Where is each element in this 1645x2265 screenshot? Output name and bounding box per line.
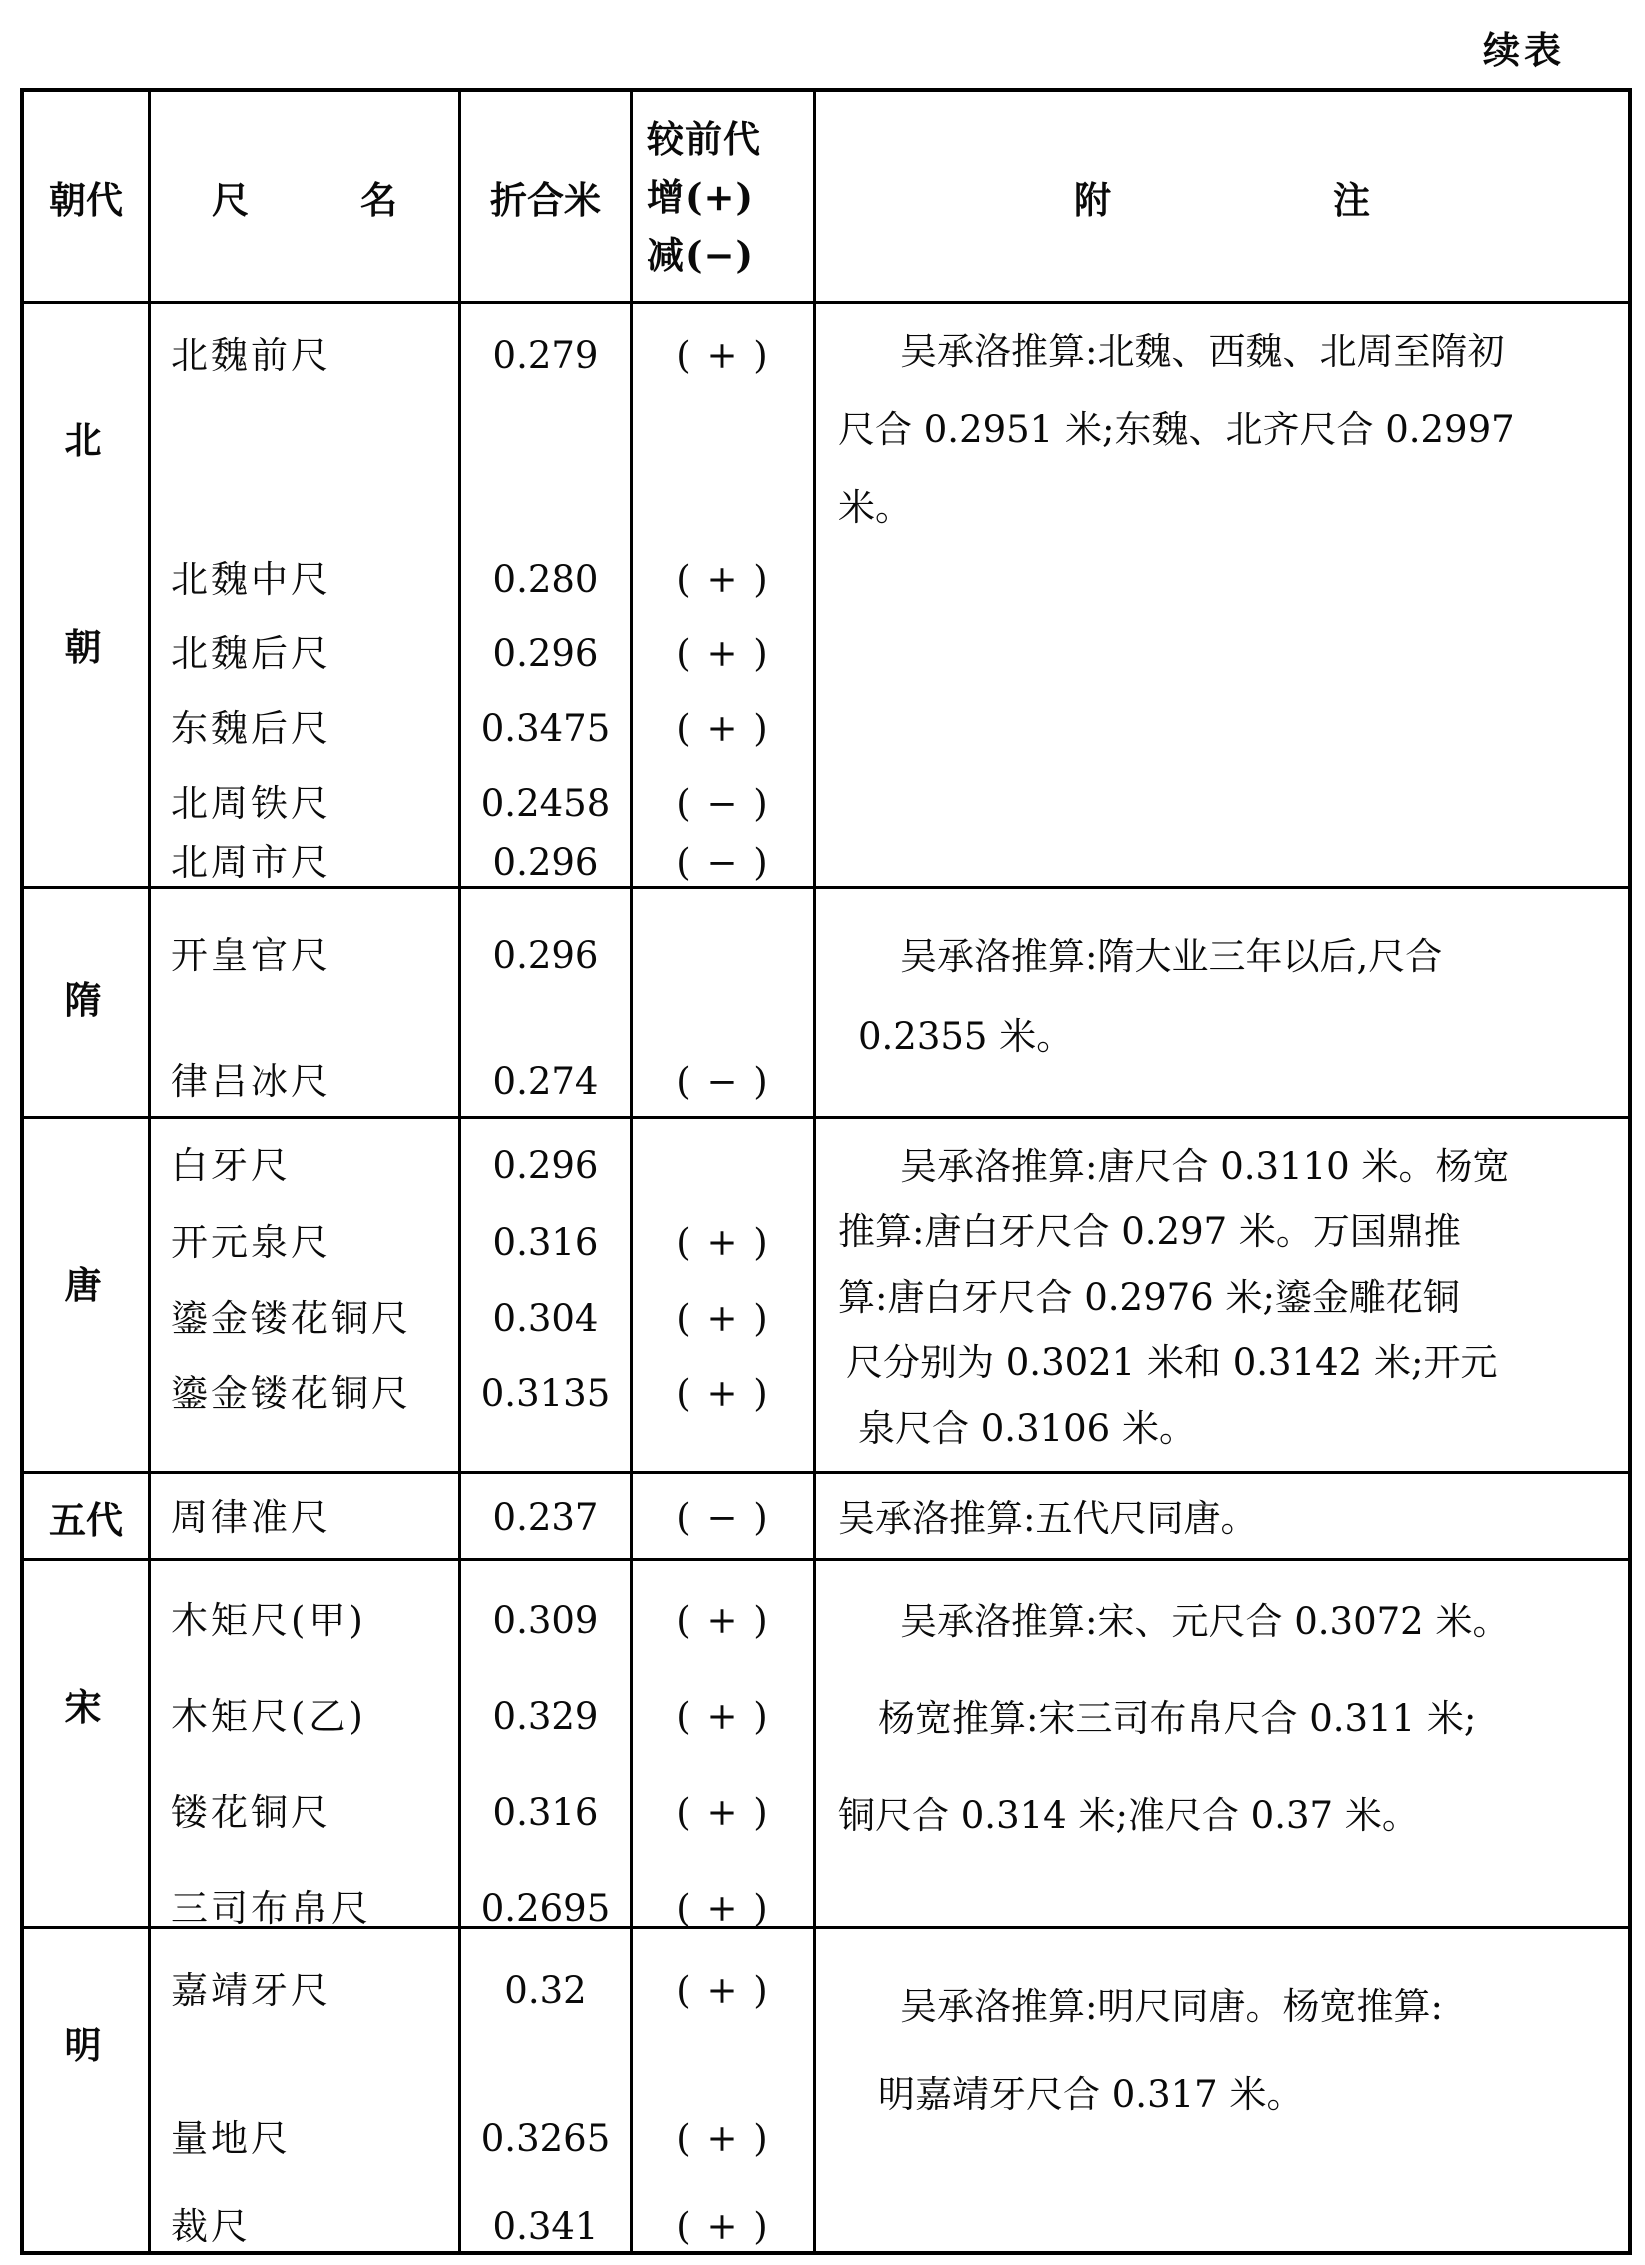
meters-column: [461, 1561, 633, 1930]
meters-column: [461, 889, 633, 1116]
change-column: [633, 1119, 816, 1471]
table-header-row: [24, 92, 1628, 301]
ruler-name-column: [151, 1561, 461, 1930]
ruler-name-column: [151, 304, 461, 886]
meters-value: 0.316: [492, 1791, 599, 1834]
meters-value: 0.341: [492, 2204, 599, 2248]
change-column: [633, 1561, 816, 1930]
ruler-name: 白牙尺: [171, 1144, 291, 1187]
note-line: 杨宽推算:宋三司布帛尺合 0.311 米;: [878, 1697, 1477, 1740]
note-column: [816, 1561, 1628, 1926]
note-line: 算:唐白牙尺合 0.2976 米;鎏金雕花铜: [838, 1275, 1460, 1319]
ruler-name: 周律准尺: [171, 1496, 331, 1539]
table-section-sui: [24, 886, 1628, 1116]
note-line: 吴承洛推算:明尺同唐。杨宽推算:: [900, 1985, 1443, 2028]
header-ruler-name: 尺 名: [151, 92, 461, 301]
note-line: 0.2355 米。: [858, 1015, 1074, 1058]
meters-value: 0.329: [492, 1695, 599, 1738]
meters-value: 0.296: [492, 934, 599, 977]
ruler-name: 北魏后尺: [171, 632, 331, 676]
header-meters: 折合米: [461, 92, 633, 301]
change-sign: ( + ): [676, 706, 770, 750]
table-section-wudai: [24, 1471, 1628, 1558]
change-column: [633, 889, 816, 1116]
header-change-line2: 增(+): [647, 174, 755, 219]
meters-value: 0.3475: [480, 706, 611, 750]
meters-value: 0.2458: [480, 781, 611, 825]
meters-value: 0.309: [492, 1599, 599, 1642]
ruler-name-column: [151, 889, 461, 1116]
dynasty-label: 隋: [64, 978, 108, 1022]
dynasty-label: 北: [64, 418, 108, 462]
change-sign: ( + ): [676, 1695, 770, 1738]
header-change: [633, 92, 816, 301]
change-sign: ( + ): [676, 1221, 770, 1265]
dynasty-cell: [24, 1561, 151, 1926]
meters-value: 0.32: [504, 1969, 587, 2012]
note-line: 推算:唐白牙尺合 0.297 米。万国鼎推: [838, 1210, 1461, 1254]
table-section-ming: [24, 1926, 1628, 2251]
change-sign: ( + ): [676, 1371, 770, 1415]
note-line: 铜尺合 0.314 米;准尺合 0.37 米。: [838, 1794, 1419, 1837]
meters-value: 0.296: [492, 841, 599, 885]
change-sign: [633, 934, 813, 1060]
meters-value: 0.274: [492, 1059, 599, 1103]
note-column: [816, 1474, 1628, 1558]
dynasty-label: 五代: [49, 1498, 123, 1542]
note-line: 尺合 0.2951 米;东魏、北齐尺合 0.2997: [838, 408, 1515, 451]
meters-value: 0.3135: [480, 1371, 611, 1415]
note-column: [816, 889, 1628, 1116]
ruler-name-column: [151, 1929, 461, 2251]
dynasty-label: 朝: [64, 625, 108, 669]
ruler-name: 木矩尺(甲): [171, 1599, 366, 1642]
meters-value: 0.296: [492, 1144, 599, 1187]
change-sign: ( + ): [676, 1887, 770, 1930]
note-line: 尺分别为 0.3021 米和 0.3142 米;开元: [846, 1341, 1498, 1385]
note-line: 泉尺合 0.3106 米。: [858, 1406, 1196, 1450]
note-line: 吴承洛推算:隋大业三年以后,尺合: [900, 935, 1443, 978]
header-dynasty: 朝代: [24, 92, 151, 301]
change-sign: ( − ): [676, 841, 770, 885]
ruler-name: 镂花铜尺: [171, 1791, 331, 1834]
note-column: [816, 304, 1628, 886]
ruler-name: 东魏后尺: [171, 706, 331, 750]
change-sign: ( + ): [676, 2204, 770, 2248]
note-line: 明嘉靖牙尺合 0.317 米。: [878, 2073, 1304, 2116]
ruler-name: 鎏金镂花铜尺: [171, 1371, 411, 1415]
dynasty-label: 宋: [64, 1685, 108, 1729]
ruler-name: 三司布帛尺: [171, 1887, 371, 1930]
change-sign: ( − ): [676, 781, 770, 825]
note-line: 吴承洛推算:北魏、西魏、北周至隋初: [900, 330, 1505, 373]
change-sign: ( + ): [676, 1969, 770, 2012]
meters-column: [461, 1119, 633, 1471]
note-line: 米。: [838, 486, 912, 529]
meters-value: 0.316: [492, 1221, 599, 1265]
change-column: [633, 1474, 816, 1558]
change-sign: ( + ): [676, 2117, 770, 2161]
change-column: [633, 304, 816, 886]
change-sign: ( − ): [676, 1496, 770, 1539]
dynasty-cell: [24, 1929, 151, 2251]
ruler-name: 律吕冰尺: [171, 1059, 331, 1103]
dynasty-cell: [24, 304, 151, 886]
change-sign: ( + ): [676, 1791, 770, 1834]
meters-value: 0.279: [492, 334, 599, 377]
meters-column: [461, 304, 633, 886]
change-column: [633, 1929, 816, 2251]
meters-value: 0.296: [492, 632, 599, 676]
meters-value: 0.2695: [480, 1887, 611, 1930]
dynasty-cell: [24, 889, 151, 1116]
dynasty-cell: [24, 1474, 151, 1558]
note-line: 吴承洛推算:唐尺合 0.3110 米。杨宽: [900, 1145, 1510, 1188]
change-sign: ( + ): [676, 557, 770, 601]
change-sign: ( + ): [676, 334, 770, 377]
ruler-name: 北周铁尺: [171, 781, 331, 825]
header-change-line1: 较前代: [647, 116, 761, 161]
table-section-beichao: [24, 301, 1628, 886]
change-sign: [633, 1144, 813, 1221]
note-column: [816, 1929, 1628, 2251]
table-section-tang: [24, 1116, 1628, 1471]
dynasty-label: 明: [64, 2023, 108, 2067]
ruler-name: 北周市尺: [171, 841, 331, 885]
ruler-name-column: [151, 1119, 461, 1471]
continued-table-label: 续表: [1483, 28, 1565, 72]
note-line: 吴承洛推算:五代尺同唐。: [838, 1497, 1258, 1540]
dynasty-cell: [24, 1119, 151, 1471]
meters-value: 0.237: [492, 1496, 599, 1539]
ruler-name: 北魏中尺: [171, 557, 331, 601]
meters-column: [461, 1474, 633, 1558]
meters-value: 0.304: [492, 1296, 599, 1340]
measurement-table: [20, 88, 1632, 2255]
note-column: [816, 1119, 1628, 1471]
meters-value: 0.3265: [480, 2117, 611, 2161]
dynasty-label: 唐: [64, 1263, 108, 1307]
ruler-name: 嘉靖牙尺: [171, 1969, 331, 2012]
change-sign: ( − ): [676, 1059, 770, 1103]
header-change-line3: 减(−): [647, 232, 755, 277]
table-section-song: [24, 1558, 1628, 1930]
header-note: 附 注: [1074, 177, 1370, 222]
meters-value: 0.280: [492, 557, 599, 601]
ruler-name: 开元泉尺: [171, 1221, 331, 1265]
ruler-name: 开皇官尺: [171, 934, 331, 977]
change-sign: ( + ): [676, 632, 770, 676]
ruler-name: 鎏金镂花铜尺: [171, 1296, 411, 1340]
ruler-name-column: [151, 1474, 461, 1558]
note-line: 吴承洛推算:宋、元尺合 0.3072 米。: [900, 1600, 1510, 1643]
change-sign: ( + ): [676, 1599, 770, 1642]
ruler-name: 北魏前尺: [171, 334, 331, 377]
ruler-name: 木矩尺(乙): [171, 1695, 366, 1738]
change-sign: ( + ): [676, 1296, 770, 1340]
ruler-name: 裁尺: [171, 2204, 251, 2248]
meters-column: [461, 1929, 633, 2251]
ruler-name: 量地尺: [171, 2117, 291, 2161]
